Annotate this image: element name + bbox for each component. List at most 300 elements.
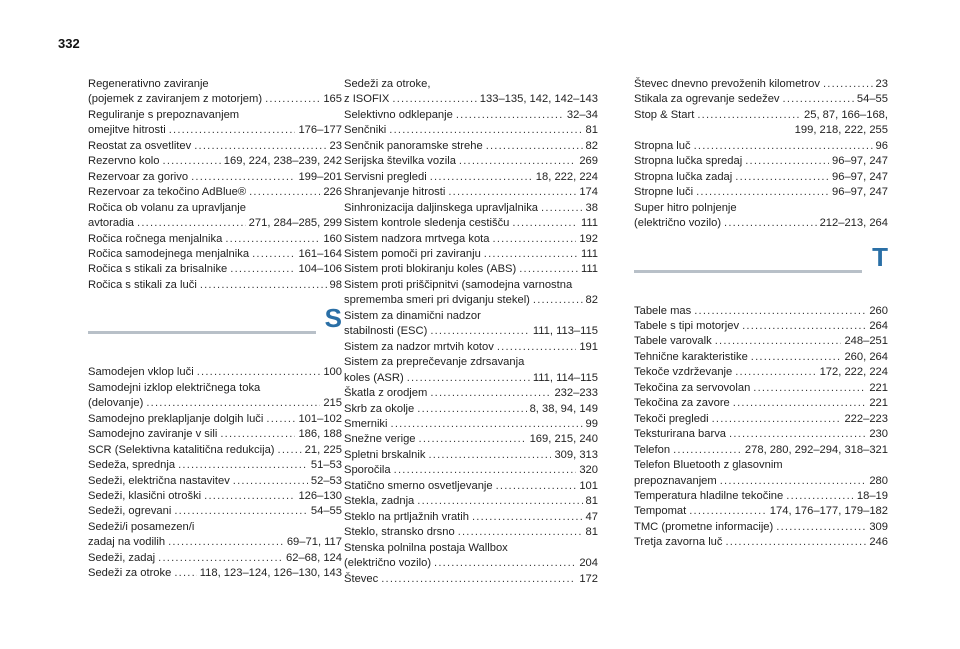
index-entry-text: sprememba smeri pri dviganju stekel) <box>344 294 530 307</box>
index-entry-text: Samodejno zaviranje v sili <box>88 428 218 441</box>
index-entry[interactable] <box>344 340 598 355</box>
index-entry-pages: 199–201 <box>298 170 342 183</box>
index-entry-pages: 309 <box>869 520 888 533</box>
index-entry-line <box>634 170 888 185</box>
index-entry[interactable] <box>344 201 598 216</box>
index-entry-pages: 169, 215, 240 <box>529 433 598 446</box>
dot-leader <box>783 92 854 107</box>
index-entry-line <box>88 154 342 169</box>
index-entry[interactable] <box>88 365 342 380</box>
index-entry-text: Tretja zavorna luč <box>634 536 723 549</box>
index-entry[interactable] <box>88 443 342 458</box>
index-entry-text: koles (ASR) <box>344 371 404 384</box>
index-entry-pages: 186, 188 <box>298 428 342 441</box>
dot-leader <box>712 412 842 427</box>
dot-leader <box>729 427 866 442</box>
index-entry-pages: 133–135, 142, 142–143 <box>479 93 598 106</box>
index-entry[interactable] <box>634 170 888 185</box>
index-entry-line <box>88 412 342 427</box>
index-entry-pages: 100 <box>323 366 342 379</box>
index-entry[interactable] <box>88 154 342 169</box>
index-entry-text: Števec dnevno prevoženih kilometrov <box>634 78 820 90</box>
index-entry-pages: 246 <box>869 536 888 549</box>
dot-leader <box>541 201 583 216</box>
index-entry-text: Ročica s stikali za brisalnike <box>88 263 228 276</box>
index-entry-text: Sistem pomoči pri zaviranju <box>344 247 481 260</box>
index-entry-line <box>344 201 598 216</box>
index-entry-pages: 230 <box>869 428 888 441</box>
index-entry[interactable] <box>344 386 598 401</box>
index-entry-pages: 260, 264 <box>844 350 888 363</box>
index-entry-pages: 192 <box>579 232 598 245</box>
index-entry[interactable] <box>634 443 888 458</box>
index-entry-line <box>634 365 888 380</box>
dot-leader <box>265 92 320 107</box>
index-entry-line <box>344 494 598 509</box>
index-entry[interactable] <box>634 334 888 349</box>
index-entry-text: Škatla z orodjem <box>344 387 428 400</box>
index-entry-line <box>88 123 342 138</box>
dot-leader <box>724 216 817 231</box>
index-entry-text: Sedeži, ogrevani <box>88 505 172 518</box>
index-entry-text: (delovanje) <box>88 397 144 410</box>
index-entry-line <box>634 77 888 92</box>
index-entry-pages: 81 <box>585 495 598 508</box>
index-entry-text: Steklo, stransko drsno <box>344 526 455 539</box>
index-entry[interactable] <box>634 489 888 504</box>
index-entry-pages: 23 <box>329 139 342 152</box>
dot-leader <box>419 432 527 447</box>
index-entry-line <box>88 535 342 550</box>
index-entry-text: Sedeži za otroke <box>88 567 172 580</box>
index-entry-pages: 264 <box>869 319 888 332</box>
index-entry[interactable] <box>634 458 888 489</box>
index-entry[interactable] <box>88 566 342 581</box>
index-entry[interactable] <box>634 350 888 365</box>
index-entry-pages: 169, 224, 238–239, 242 <box>223 155 342 168</box>
index-entry-text: Sistem nadzora mrtvega kota <box>344 232 490 245</box>
dot-leader <box>486 139 583 154</box>
index-entry[interactable] <box>88 458 342 473</box>
index-entry[interactable] <box>88 170 342 185</box>
index-entry-text: Senčnik panoramske strehe <box>344 139 483 152</box>
dot-leader <box>204 489 295 504</box>
index-entry-pages: 165 <box>323 93 342 106</box>
index-entry-line <box>344 525 598 540</box>
index-entry[interactable] <box>634 185 888 200</box>
index-entry-line <box>344 185 598 200</box>
index-entry-pages: 104–106 <box>298 263 342 276</box>
section-letter: T <box>872 241 888 272</box>
index-entry-prefix: Telefon Bluetooth z glasovnim <box>634 459 783 472</box>
index-entry[interactable] <box>88 551 342 566</box>
index-entry-text: Sistem za nadzor mrtvih kotov <box>344 340 494 353</box>
index-column-1 <box>88 77 342 582</box>
dot-leader <box>191 170 295 185</box>
dot-leader <box>174 504 308 519</box>
index-entry[interactable] <box>88 262 342 277</box>
index-entry-pages: 269 <box>579 155 598 168</box>
dot-leader <box>694 304 866 319</box>
index-entry-line <box>88 247 342 262</box>
index-entry[interactable] <box>344 494 598 509</box>
index-entry-text: Tekoči pregledi <box>634 412 709 425</box>
index-entry-pages: 161–164 <box>298 247 342 260</box>
dot-leader <box>715 334 842 349</box>
dot-leader <box>197 365 321 380</box>
index-entry-text: Stop & Start <box>634 108 695 121</box>
dot-leader <box>249 185 320 200</box>
index-entry-line <box>344 216 598 231</box>
index-entry-pages: 118, 123–124, 126–130, 143 <box>199 567 342 580</box>
dot-leader <box>391 417 583 432</box>
index-entry[interactable] <box>88 77 342 108</box>
index-entry[interactable] <box>88 185 342 200</box>
page-number: 332 <box>58 36 80 51</box>
index-entry-text: Stikala za ogrevanje sedežev <box>634 93 780 106</box>
index-entry[interactable] <box>88 489 342 504</box>
index-entry[interactable] <box>344 216 598 231</box>
index-entry-text: Tabele s tipi motorjev <box>634 319 740 332</box>
index-column-2 <box>344 77 598 587</box>
index-entry-text: Sinhronizacija daljinskega upravljalnika <box>344 201 539 214</box>
dot-leader <box>392 92 476 107</box>
index-entry-line <box>634 381 888 396</box>
index-entry[interactable] <box>344 432 598 447</box>
index-entry-text: Stropna lučka spredaj <box>634 155 743 168</box>
index-entry[interactable] <box>634 535 888 550</box>
index-entry-line <box>344 510 598 525</box>
dot-leader <box>158 551 283 566</box>
dot-leader <box>266 412 295 427</box>
index-entry-line <box>88 396 342 411</box>
dot-leader <box>146 396 320 411</box>
index-entry-pages: 96 <box>875 139 888 152</box>
index-entry-prefix: Sistem proti priščipnitvi (samodejna varnostna <box>344 278 573 291</box>
index-entry-line <box>344 293 598 308</box>
index-entry[interactable] <box>88 520 342 551</box>
index-entry-text: Skrb za okolje <box>344 402 415 415</box>
dot-leader <box>696 185 829 200</box>
index-entry-text: omejitve hitrosti <box>88 124 166 137</box>
index-entry-pages: 38 <box>585 201 598 214</box>
index-entry[interactable] <box>634 201 888 232</box>
index-entry-pages: 278, 280, 292–294, 318–321 <box>744 443 888 456</box>
dot-leader <box>689 504 767 519</box>
dot-leader <box>394 463 577 478</box>
index-entry-prefix: Regenerativno zaviranje <box>88 78 209 90</box>
index-entry-text: Sistem kontrole sledenja cestišču <box>344 217 510 230</box>
index-entry[interactable] <box>88 139 342 154</box>
dot-leader <box>745 154 829 169</box>
index-entry-line <box>344 340 598 355</box>
index-entry[interactable] <box>344 572 598 587</box>
index-entry-line <box>344 123 598 138</box>
index-entry-pages: 47 <box>585 510 598 523</box>
index-entry-pages: 320 <box>579 464 598 477</box>
index-entry-pages: 81 <box>585 124 598 137</box>
index-entry[interactable] <box>88 381 342 412</box>
index-entry[interactable] <box>344 232 598 247</box>
index-entry-text: Serijska številka vozila <box>344 155 456 168</box>
index-entry[interactable] <box>634 319 888 334</box>
index-entry-text: Tekoče vzdrževanje <box>634 366 733 379</box>
index-entry-pages: 111 <box>580 217 598 230</box>
dot-leader <box>178 458 308 473</box>
index-entry[interactable] <box>344 77 598 108</box>
index-entry-line <box>344 154 598 169</box>
index-entry-pages: 101–102 <box>298 412 342 425</box>
index-entry-text: Teksturirana barva <box>634 428 727 441</box>
index-entry-prefix: Sistem za preprečevanje zdrsavanja <box>344 356 525 369</box>
index-entry-pages: 176–177 <box>298 124 342 137</box>
index-entry[interactable] <box>344 402 598 417</box>
index-entry-pages: 204 <box>579 557 598 570</box>
index-entry-pages: 81 <box>585 526 598 539</box>
index-entry-text: Tempomat <box>634 505 687 518</box>
index-entry-line <box>634 504 888 519</box>
index-entry[interactable] <box>88 108 342 139</box>
dot-leader <box>163 154 221 169</box>
index-entry-line <box>634 443 888 458</box>
index-entry[interactable] <box>634 381 888 396</box>
index-entry-line <box>634 139 888 154</box>
index-entry-prefix: Sedeži/i posamezen/i <box>88 520 195 533</box>
dot-leader <box>742 319 866 334</box>
dot-leader <box>137 216 246 231</box>
dot-leader <box>220 427 295 442</box>
dot-leader <box>776 520 866 535</box>
index-entry-text: Stropna luč <box>634 139 691 152</box>
index-entry-line <box>88 566 342 581</box>
index-entry[interactable] <box>344 448 598 463</box>
dot-leader <box>389 123 582 138</box>
index-entry-pages: 96–97, 247 <box>832 170 888 183</box>
index-entry-pages: 98 <box>329 278 342 291</box>
index-entry[interactable] <box>344 154 598 169</box>
index-entry-text: Sistem proti blokiranju koles (ABS) <box>344 263 517 276</box>
index-entry-prefix: Samodejni izklop električnega toka <box>88 381 261 394</box>
dot-leader <box>459 154 576 169</box>
dot-leader <box>697 108 801 123</box>
index-entry[interactable] <box>634 365 888 380</box>
dot-leader <box>673 443 742 458</box>
index-entry[interactable] <box>344 463 598 478</box>
index-entry[interactable] <box>88 201 342 232</box>
dot-leader <box>430 324 530 339</box>
index-entry-line <box>634 427 888 442</box>
index-entry-pages: 52–53 <box>310 474 342 487</box>
index-entry[interactable] <box>88 427 342 442</box>
index-entry-pages: 215 <box>323 397 342 410</box>
index-entry-line <box>344 262 598 277</box>
section-header <box>634 232 888 304</box>
index-entry-text: Rezervoar za tekočino AdBlue® <box>88 186 247 199</box>
index-entry-pages: 18–19 <box>856 489 888 502</box>
index-entry-line <box>344 232 598 247</box>
dot-leader <box>174 566 196 581</box>
dot-leader <box>733 396 867 411</box>
index-entry-prefix: Sedeži za otroke, <box>344 78 431 90</box>
index-entry[interactable] <box>344 185 598 200</box>
index-entry-line <box>634 108 888 123</box>
index-entry-line <box>344 572 598 587</box>
index-entry-text: Reostat za osvetlitev <box>88 139 192 152</box>
index-entry-line <box>344 92 598 107</box>
index-entry-pages: 212–213, 264 <box>819 217 888 230</box>
dot-leader <box>252 247 295 262</box>
index-entry[interactable] <box>634 92 888 107</box>
index-entry-line <box>88 278 342 293</box>
index-entry-text: Ročica ročnega menjalnika <box>88 232 223 245</box>
dot-leader <box>493 232 577 247</box>
index-entry-text: (električno vozilo) <box>634 217 722 230</box>
index-entry-pages-cont: 199, 218, 222, 255 <box>794 124 888 137</box>
index-entry[interactable] <box>344 170 598 185</box>
index-entry[interactable] <box>88 278 342 293</box>
index-entry[interactable] <box>634 396 888 411</box>
index-entry[interactable] <box>634 412 888 427</box>
dot-leader <box>230 262 295 277</box>
dot-leader <box>786 489 854 504</box>
index-entry-text: Ročica samodejnega menjalnika <box>88 247 250 260</box>
index-entry-pages: 82 <box>585 294 598 307</box>
index-entry-text: Stropna lučka zadaj <box>634 170 733 183</box>
index-entry-text: Sedeži, električna nastavitev <box>88 474 230 487</box>
index-entry[interactable] <box>344 309 598 340</box>
index-entry[interactable] <box>344 510 598 525</box>
index-entry-line <box>634 535 888 550</box>
index-entry[interactable] <box>634 427 888 442</box>
index-entry[interactable] <box>344 525 598 540</box>
index-entry-text: Stropne luči <box>634 186 694 199</box>
index-entry-pages: 82 <box>585 139 598 152</box>
index-entry[interactable] <box>344 541 598 572</box>
index-entry-line <box>344 139 598 154</box>
index-entry-pages: 111 <box>580 247 598 260</box>
index-entry-pages: 280 <box>869 474 888 487</box>
index-entry-pages: 174 <box>579 186 598 199</box>
index-entry-pages: 172, 222, 224 <box>819 366 888 379</box>
dot-leader <box>417 402 526 417</box>
index-entry-pages: 51–53 <box>310 459 342 472</box>
index-entry[interactable] <box>634 504 888 519</box>
index-entry-line <box>634 396 888 411</box>
index-entry[interactable] <box>634 154 888 169</box>
index-entry-line <box>634 319 888 334</box>
index-entry-pages: 271, 284–285, 299 <box>248 217 342 230</box>
index-entry-prefix: Ročica ob volanu za upravljanje <box>88 201 246 214</box>
index-entry-line <box>344 247 598 262</box>
dot-leader <box>448 185 576 200</box>
index-entry-pages: 96–97, 247 <box>832 155 888 168</box>
index-entry-line <box>344 371 598 386</box>
index-entry-prefix: Stenska polnilna postaja Wallbox <box>344 541 508 554</box>
index-entry-text: z ISOFIX <box>344 93 390 106</box>
index-entry-line <box>634 350 888 365</box>
dot-leader <box>233 474 308 489</box>
index-entry-pages: 221 <box>869 397 888 410</box>
index-entry-pages: 309, 313 <box>554 448 598 461</box>
index-entry[interactable] <box>344 123 598 138</box>
index-entry-line <box>344 448 598 463</box>
index-entry[interactable] <box>344 262 598 277</box>
index-entry[interactable] <box>344 247 598 262</box>
index-entry[interactable] <box>88 247 342 262</box>
index-entry-text: Tabele mas <box>634 304 692 317</box>
index-entry-text: Shranjevanje hitrosti <box>344 186 446 199</box>
index-entry-text: Sporočila <box>344 464 391 477</box>
index-entry-pages: 232–233 <box>554 387 598 400</box>
dot-leader <box>823 77 873 92</box>
dot-leader <box>434 556 576 571</box>
index-entry-text: Tehnične karakteristike <box>634 350 748 363</box>
index-entry-pages: 172 <box>579 572 598 585</box>
index-entry[interactable] <box>88 504 342 519</box>
index-entry-text: zadaj na vodilih <box>88 536 166 549</box>
index-entry[interactable] <box>634 139 888 154</box>
index-entry-text: Steklo na prtljažnih vratih <box>344 510 469 523</box>
index-entry[interactable] <box>344 139 598 154</box>
index-entry-line <box>634 304 888 319</box>
index-entry[interactable] <box>344 278 598 309</box>
index-entry[interactable] <box>634 108 888 139</box>
index-entry-pages: 54–55 <box>310 505 342 518</box>
index-entry-pages: 222–223 <box>844 412 888 425</box>
index-entry[interactable] <box>344 108 598 123</box>
index-entry[interactable] <box>88 412 342 427</box>
dot-leader <box>694 139 873 154</box>
index-entry-prefix: Super hitro polnjenje <box>634 201 737 214</box>
dot-leader <box>430 170 533 185</box>
index-entry-pages: 62–68, 124 <box>286 551 342 564</box>
dot-leader <box>381 572 576 587</box>
dot-leader <box>512 216 578 231</box>
index-entry-line <box>634 474 888 489</box>
index-entry-line <box>88 443 342 458</box>
index-entry-text: Statično smerno osvetljevanje <box>344 479 493 492</box>
index-entry-line <box>634 334 888 349</box>
index-entry[interactable] <box>344 479 598 494</box>
index-entry[interactable] <box>88 232 342 247</box>
index-entry[interactable] <box>634 77 888 92</box>
index-entry-pages: 248–251 <box>844 335 888 348</box>
index-entry-line <box>344 108 598 123</box>
index-entry-text: Rezervno kolo <box>88 155 160 168</box>
index-entry-line <box>88 474 342 489</box>
dot-leader <box>278 443 302 458</box>
dot-leader <box>753 381 866 396</box>
index-entry-line <box>88 262 342 277</box>
index-entry-pages: 8, 38, 94, 149 <box>529 402 598 415</box>
index-entry-pages: 221 <box>869 381 888 394</box>
index-entry[interactable] <box>634 304 888 319</box>
index-entry-line <box>344 417 598 432</box>
index-entry[interactable] <box>344 417 598 432</box>
dot-leader <box>726 535 867 550</box>
index-entry-pages: 96–97, 247 <box>832 186 888 199</box>
dot-leader <box>484 247 578 262</box>
index-entry-text: prepoznavanjem <box>634 474 717 487</box>
index-entry[interactable] <box>634 520 888 535</box>
index-entry-line <box>88 185 342 200</box>
index-entry-pages: 111, 113–115 <box>532 325 598 338</box>
index-entry-pages: 160 <box>323 232 342 245</box>
index-entry[interactable] <box>88 474 342 489</box>
index-entry[interactable] <box>344 355 598 386</box>
dot-leader <box>533 293 583 308</box>
index-entry-line <box>88 489 342 504</box>
